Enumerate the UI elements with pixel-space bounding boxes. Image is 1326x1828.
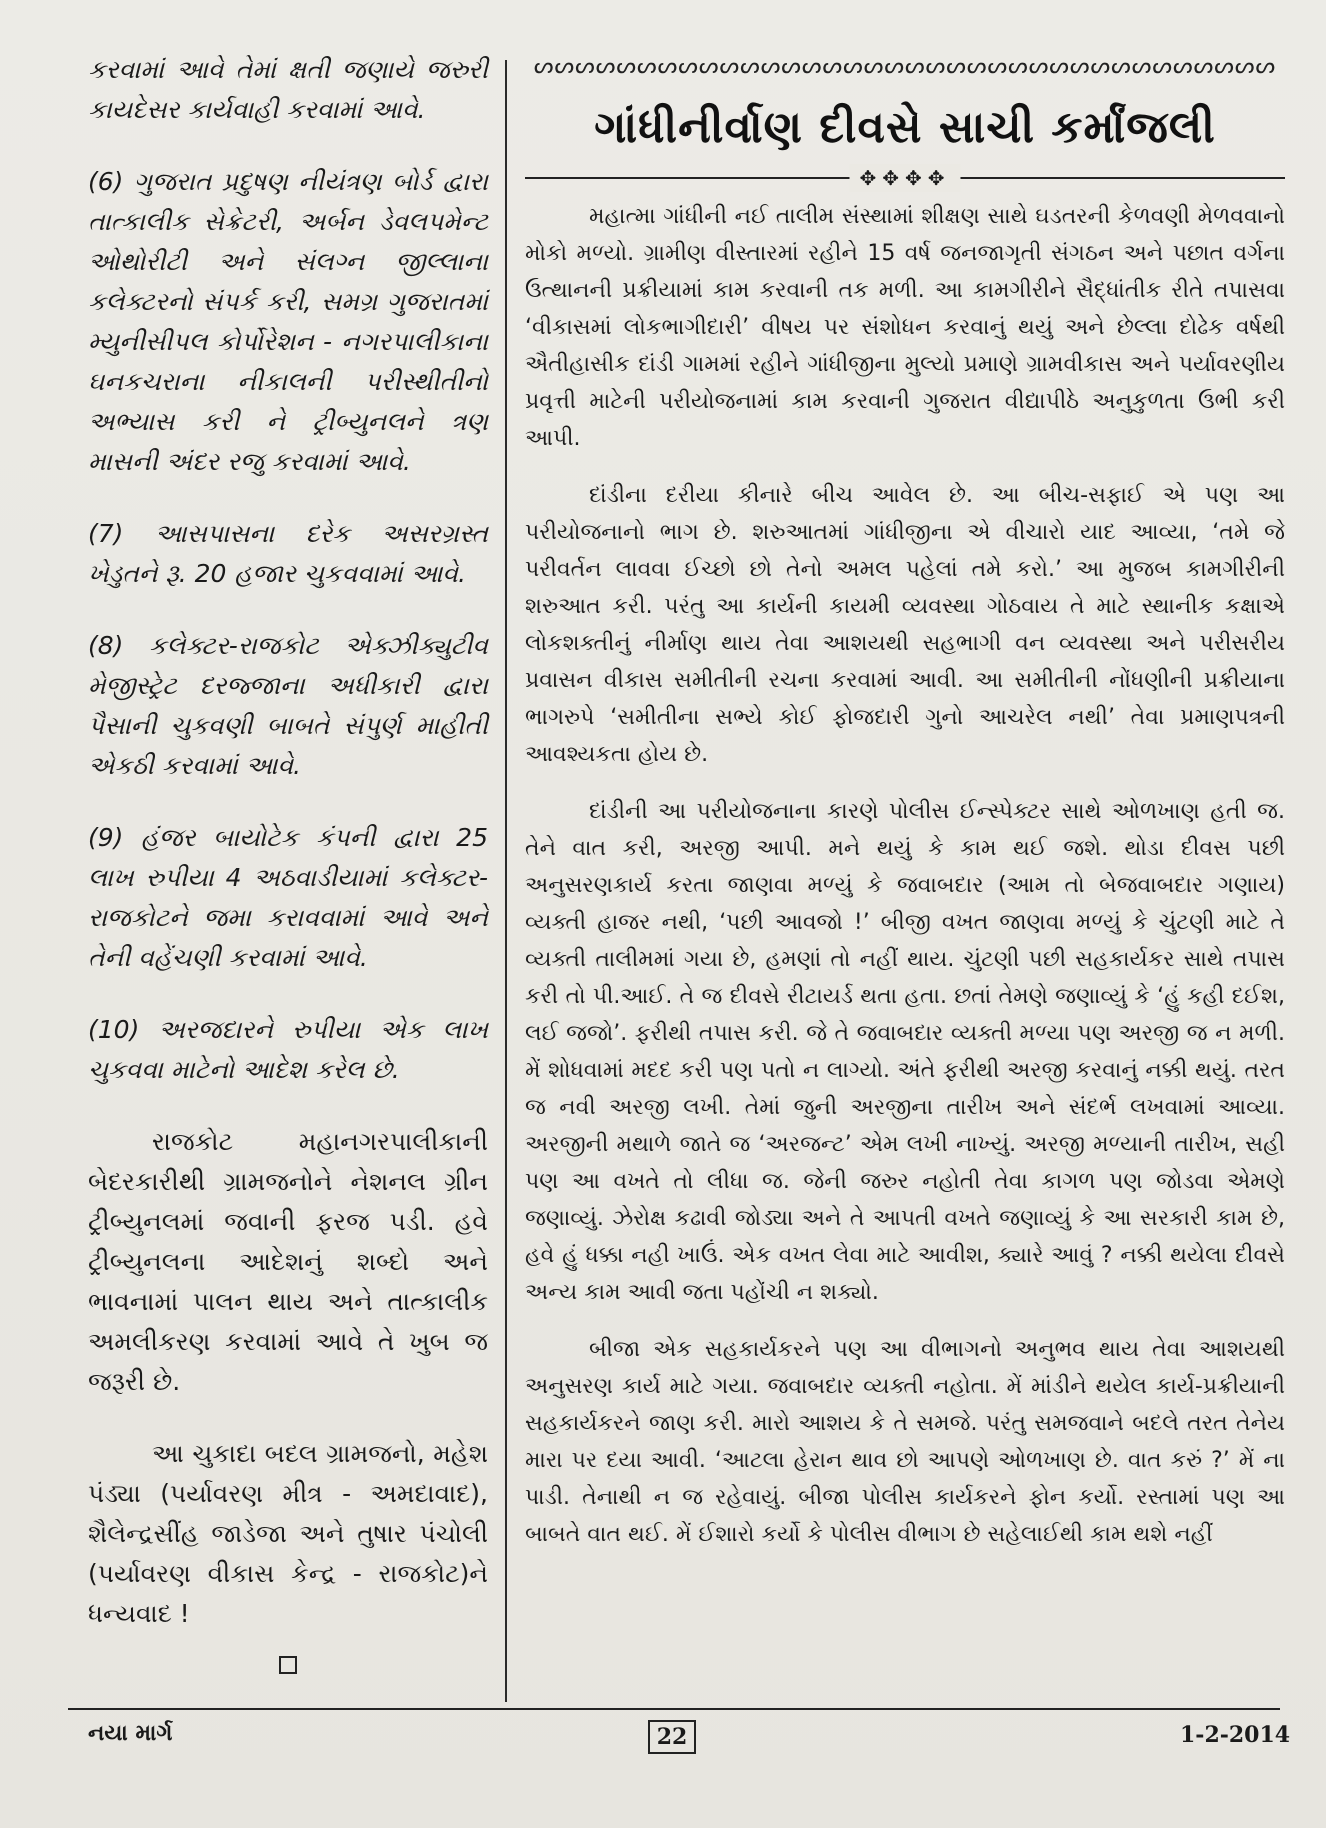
article-body [525, 198, 1285, 1553]
left-paragraph-5: (9) હંજર બાયોટેક કંપની દ્વારા 25 લાખ રુપીયા 4 અઠવાડીયામાં કલેક્ટર-રાજકોટને જમા કરાવવામાં આવે અને તેની વહેંચણી કરવામાં આવે. [88, 823, 488, 972]
left-paragraph-1: કરવામાં આવે તેમાં ક્ષતી જણાયે જરુરી કાયદેસર કાર્યવાહી કરવામાં આવે. [88, 55, 488, 124]
article-paragraph-4: બીજા એક સહકાર્યકરને પણ આ વીભાગનો અનુભવ થાય તેવા આશયથી અનુસરણ કાર્ય માટે ગયા. જવાબદાર વ્યક્તી નહોતા. મેં માંડીને થયેલ કાર્ય-પ્રક્રીયાની સહકાર્યકરને જાણ કરી. મારો આશય કે તે સમજે. પરંતુ સમજવાને બદલે તરત તેનેય મારા પર દયા આવી. ‘આટલા હેરાન થાવ છો આપણે ઓળખાણ છે. વાત કરું ?’ મેં ના પાડી. તેનાથી ન જ રહેવાયું. બીજા પોલીસ કાર્યકરને ફોન કર્યો. રસ્તામાં પણ આ બાબતે વાત થઈ. મેં ઈશારો કર્યો કે પોલીસ વીભાગ છે સહેલાઈથી કામ થશે નહીં [525, 1337, 1285, 1547]
magazine-name: નયા માર્ગ [88, 1720, 173, 1746]
article-paragraph-2: દાંડીના દરીયા કીનારે બીચ આવેલ છે. આ બીચ-સફાઈ એ પણ આ પરીયોજનાનો ભાગ છે. શરુઆતમાં ગાંધીજીના એ વીચારો યાદ આવ્યા, ‘તમે જે પરીવર્તન લાવવા ઈચ્છો છો તેનો અમલ પહેલાં તમે કરો.’ આ મુજબ કામગીરીની શરુઆત કરી. પરંતુ આ કાર્યની કાયમી વ્યવસ્થા ગોઠવાય તે માટે સ્થાનીક કક્ષાએ લોકશક્તીનું નીર્માણ થાય તેવા આશયથી સહભાગી વન વ્યવસ્થા અને પરીસરીય પ્રવાસન વીકાસ સમીતીની રચના કરવામાં આવી. આ સમીતીની નોંધણીની પ્રક્રીયાના ભાગરુપે ‘સમીતીના સભ્યે કોઈ ફોજદારી ગુનો આચરેલ નથી’ તેવા પ્રમાણપત્રની આવશ્યકતા હોય છે. [525, 483, 1285, 767]
right-column-article [525, 56, 1285, 1573]
article-paragraph-3: દાંડીની આ પરીયોજનાના કારણે પોલીસ ઈન્સ્પેક્ટર સાથે ઓળખાણ હતી જ. તેને વાત કરી, અરજી આપી. મને થયું કે કામ થઈ જશે. થોડા દીવસ પછી અનુસરણકાર્ય કરતા જાણવા મળ્યું કે જવાબદાર (આમ તો બેજવાબદાર ગણાય) વ્યક્તી હાજર નથી, ‘પછી આવજો !’ બીજી વખત જાણવા મળ્યું કે ચુંટણી માટે તે વ્યક્તી તાલીમમાં ગયા છે, હમણાં તો નહીં થાય. ચુંટણી પછી સહકાર્યકર સાથે તપાસ કરી તો પી.આઈ. તે જ દીવસે રીટાયર્ડ થતા હતા. છતાં તેમણે જણાવ્યું કે ‘હું કહી દઈશ, લઈ જજો’. ફરીથી તપાસ કરી. જે તે જવાબદાર વ્યક્તી મળ્યા પણ અરજી જ ન મળી. મેં શોધવામાં મદદ કરી પણ પતો ન લાગ્યો. અંતે ફરીથી અરજી કરવાનું નક્કી થયું. તરત જ નવી અરજી લખી. તેમાં જુની અરજીના તારીખ અને સંદર્ભ લખવામાં આવ્યા. અરજીની મથાળે જાતે જ ‘અરજન્ટ’ એમ લખી નાખ્યું. અરજી મળ્યાની તારીખ, સહી પણ આ વખતે તો લીધા જ. જેની જરુર નહોતી તેવા કાગળ પણ જોડવા એમણે જણાવ્યું. ઝેરોક્ષ કઢાવી જોડ્યા અને તે આપતી વખતે જણાવ્યું કે આ સરકારી કામ છે, હવે હું ધક્કા નહી ખાઉં. એક વખત લેવા માટે આવીશ, ક્યારે આવું ? નક્કી થયેલા દીવસે અન્ય કામ આવી જતા પહોંચી ન શક્યો. [525, 799, 1285, 1305]
left-paragraph-8: આ ચુકાદા બદલ ગ્રામજનો, મહેશ પંડ્યા (પર્યાવરણ મીત્ર - અમદાવાદ), શૈલેન્દ્રસીંહ જાડેજા અને તુષાર પંચોલી (પર્યાવરણ વીકાસ કેન્દ્ર - રાજકોટ)ને ધન્યવાદ ! [88, 1439, 488, 1628]
ornament-icon: ✥✥✥✥ [849, 164, 960, 192]
left-paragraph-6: (10) અરજદારને રુપીયા એક લાખ ચુકવવા માટેનો આદેશ કરેલ છે. [88, 1015, 488, 1084]
page-number: 22 [648, 1720, 696, 1754]
article-paragraph-1: મહાત્મા ગાંધીની નઈ તાલીમ સંસ્થામાં શીક્ષણ સાથે ઘડતરની કેળવણી મેળવવાનો મોકો મળ્યો. ગ્રામીણ વીસ્તારમાં રહીને 15 વર્ષ જનજાગૃતી સંગઠન અને પછાત વર્ગના ઉત્થાનની પ્રક્રીયામાં કામ કરવાની તક મળી. આ કામગીરીને સૈદ્ધાંતીક રીતે તપાસવા ‘વીકાસમાં લોકભાગીદારી’ વીષય પર સંશોધન કરવાનું થયું અને છેલ્લા દોઢેક વર્ષથી ઐતીહાસીક દાંડી ગામમાં રહીને ગાંધીજીના મુલ્યો પ્રમાણે ગ્રામવીકાસ અને પર્યાવરણીય પ્રવૃત્તી માટેની પરીયોજનામાં કામ કરવાની ગુજરાત વીદ્યાપીઠે અનુકુળતા ઉભી કરી આપી. [525, 204, 1285, 451]
footer-rule [68, 1708, 1280, 1710]
left-paragraph-3: (7) આસપાસના દરેક અસરગ્રસ્ત ખેડુતને રૂ. 20 હજાર ચુકવવામાં આવે. [88, 519, 488, 588]
left-paragraph-2: (6) ગુજરાત પ્રદુષણ નીયંત્રણ બોર્ડ દ્વારા તાત્કાલીક સેક્રેટરી, અર્બન ડેવલપમેન્ટ ઓથોરીટી અને સંલગ્ન જીલ્લાના કલેક્ટરનો સંપર્ક કરી, સમગ્ર ગુજરાતમાં મ્યુનીસીપલ કોર્પોરેશન - નગરપાલીકાના ઘનકચરાના નીકાલની પરીસ્થીતીનો અભ્યાસ કરી ને ટ્રીબ્યુનલને ત્રણ માસની અંદર રજુ કરવામાં આવે. [88, 167, 488, 476]
title-divider [525, 164, 1285, 192]
left-paragraph-4: (8) કલેક્ટર-રાજકોટ એક્ઝીક્યુટીવ મેજીસ્ટ્રેટ દરજ્જાના અધીકારી દ્વારા પૈસાની ચુકવણી બાબતે સંપુર્ણ માહીતી એકઠી કરવામાં આવે. [88, 631, 488, 780]
end-of-article-box-icon [279, 1656, 297, 1674]
left-paragraph-7: રાજકોટ મહાનગરપાલીકાની બેદરકારીથી ગ્રામજનોને નેશનલ ગ્રીન ટ્રીબ્યુનલમાં જવાની ફરજ પડી. હવે ટ્રીબ્યુનલના આદેશનું શબ્દો અને ભાવનામાં પાલન થાય અને તાત્કાલીક અમલીકરણ કરવામાં આવે તે ખુબ જ જરૂરી છે. [88, 1127, 488, 1396]
top-ornament-border: ᔕᔕᔕᔕᔕᔕᔕᔕᔕᔕᔕᔕᔕᔕᔕᔕᔕᔕᔕᔕᔕᔕᔕᔕᔕᔕᔕᔕᔕᔕᔕᔕᔕᔕᔕᔕ [525, 56, 1285, 78]
article-title: ગાંધીનીર્વાણ દીવસે સાચી કર્માંજલી [594, 102, 1216, 153]
issue-date: 1-2-2014 [1180, 1722, 1291, 1748]
column-divider [505, 60, 507, 1702]
left-column [88, 50, 488, 1674]
